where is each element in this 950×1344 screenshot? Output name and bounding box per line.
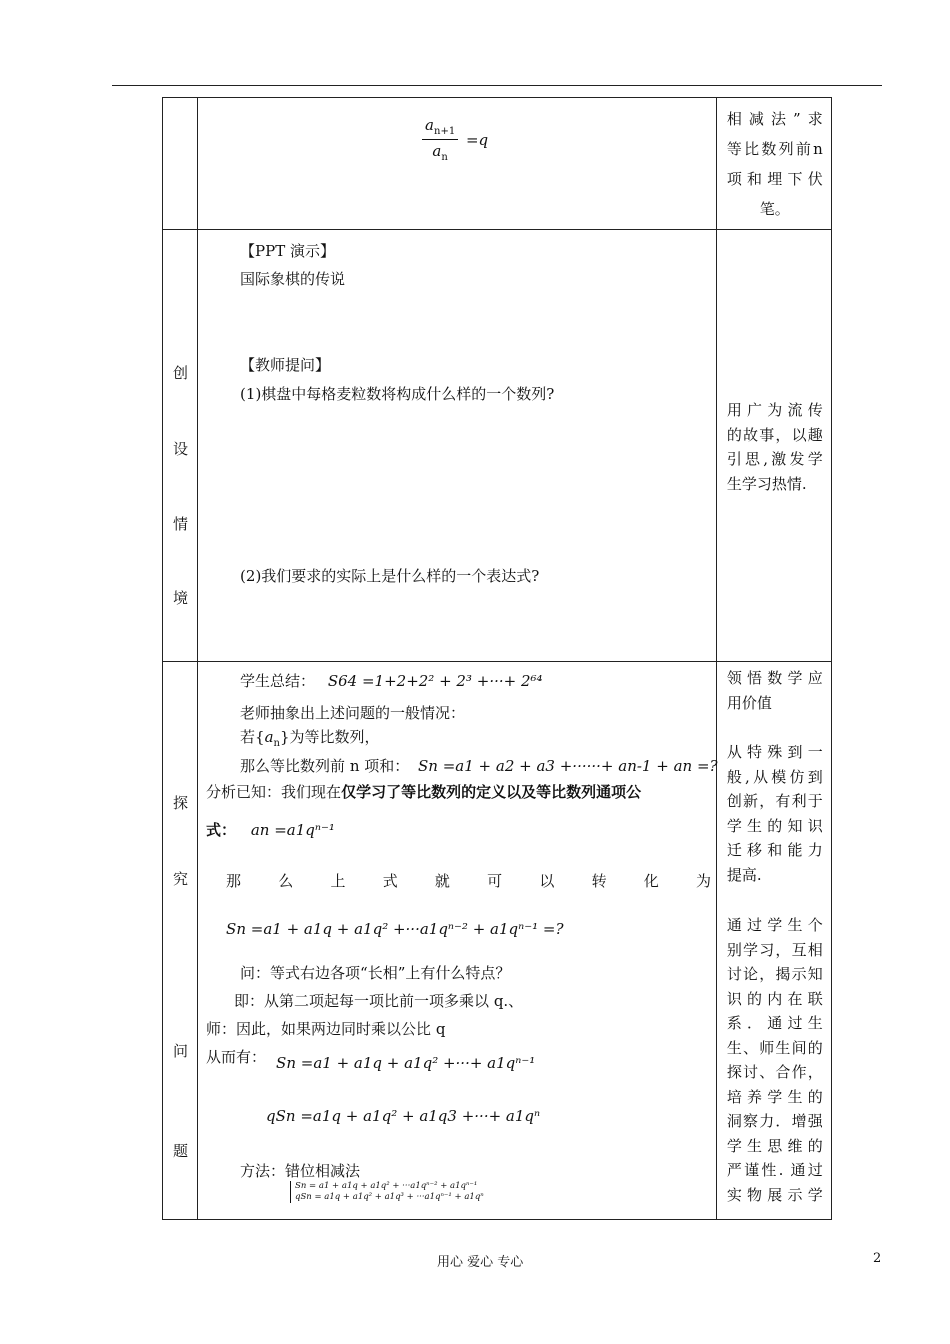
design-intent-cell bbox=[716, 98, 831, 230]
method-label: 方法：错位相减法 bbox=[240, 1162, 361, 1180]
design-intent-text: 用广为流传 的故事，以趣 引思,激发学 生学习热情. bbox=[726, 401, 823, 493]
ppt-label: 【PPT 演示】 bbox=[240, 242, 336, 260]
page-number: 2 bbox=[873, 1251, 882, 1266]
sum-question: 那么等比数列前 n 项和： Sn =a1 + a2 + a3 +······+ an-1 + an =? bbox=[240, 757, 718, 775]
teacher-question-label: 【教师提问】 bbox=[240, 356, 331, 374]
stage-char: 创 bbox=[172, 364, 188, 382]
table-row bbox=[163, 230, 832, 662]
design-intent-cell bbox=[716, 662, 831, 1220]
content-cell bbox=[198, 98, 717, 230]
general-term-formula: an =a1qⁿ⁻¹ bbox=[250, 821, 335, 839]
footer-motto: 用心 爱心 专心 bbox=[437, 1255, 524, 1270]
stage-cell bbox=[163, 98, 198, 230]
teacher-says: 师：因此，如果两边同时乘以公比 q bbox=[206, 1020, 446, 1038]
expanded-sum-formula: Sn =a1 + a1q + a1q² +···a1qⁿ⁻² + a1qⁿ⁻¹ =? bbox=[226, 920, 564, 938]
answer-feature: 即：从第二项起每一项比前一项多乘以 q.、 bbox=[234, 992, 524, 1010]
transform-line: 那 么 上 式 就 可 以 转 化 为 bbox=[226, 872, 712, 890]
question-2: (2)我们要求的实际上是什么样的一个表达式? bbox=[240, 567, 540, 585]
table-row bbox=[163, 662, 832, 1220]
analysis-line-2: 式： an =a1qⁿ⁻¹ bbox=[206, 821, 335, 839]
ratio-formula: $\frac{a_{n+1}}{a_n}$ =q bbox=[422, 116, 488, 163]
student-summary: 学生总结： S64 =1+2+2² + 2³ +···+ 2⁶⁴ bbox=[240, 672, 543, 690]
stage-cell bbox=[163, 662, 198, 1220]
content-cell bbox=[198, 230, 717, 662]
design-intent-cell bbox=[716, 230, 831, 662]
lesson-plan-table bbox=[162, 97, 832, 1220]
ppt-title: 国际象棋的传说 bbox=[240, 270, 346, 288]
equation-2: qSn =a1q + a1q² + a1q3 +···+ a1qⁿ bbox=[266, 1107, 541, 1125]
design-intent-text: 相减法”求 等比数列前n 项和埋下伏 笔。 bbox=[726, 110, 823, 218]
table-row bbox=[163, 98, 832, 230]
question-1: (1)棋盘中每格麦粒数将构成什么样的一个数列? bbox=[240, 385, 555, 403]
stage-char: 情 bbox=[172, 515, 188, 533]
stage-cell bbox=[163, 230, 198, 662]
stage-char: 问 bbox=[172, 1042, 188, 1060]
stage-char: 题 bbox=[172, 1142, 188, 1160]
student-summary-formula: S64 =1+2+2² + 2³ +···+ 2⁶⁴ bbox=[327, 672, 543, 690]
question-feature: 问：等式右边各项“长相”上有什么特点？ bbox=[240, 964, 511, 982]
design-intent-text: 从特殊到一 般,从模仿到 创新，有利于 学生的知识 迁移和能力 提高. bbox=[726, 743, 823, 884]
thus-label: 从而有： bbox=[206, 1048, 267, 1066]
stage-char: 探 bbox=[172, 794, 188, 812]
analysis-line: 分析已知：我们现在仅学习了等比数列的定义以及等比数列通项公 bbox=[206, 783, 642, 801]
stage-char: 究 bbox=[172, 870, 188, 888]
general-case: 老师抽象出上述问题的一般情况： bbox=[240, 704, 466, 722]
design-intent-text: 通过学生个 别学习，互相 讨论，揭示知 识的内在联 系．通过生 生、师生间的 探讨、合作， 培养学生的 洞察力．增强 学生思维的 严谨性. 通过 实物展示学 bbox=[726, 916, 823, 1204]
if-geometric: 若$\{a_n\}$为等比数列， bbox=[240, 728, 380, 749]
brace-system: Sn = a1 + a1q + a1q² + ···a1qⁿ⁻² + a1qⁿ⁻¹ qSn = a1q + a1q² + a1q³ + ···a1qⁿ⁻¹ + a1qⁿ bbox=[290, 1181, 484, 1203]
content-cell bbox=[198, 662, 717, 1220]
equation-1: Sn =a1 + a1q + a1q² +···+ a1qⁿ⁻¹ bbox=[276, 1054, 536, 1072]
header-rule bbox=[112, 85, 882, 86]
stage-char: 境 bbox=[172, 589, 188, 607]
design-intent-text: 领悟数学应 用价值 bbox=[726, 669, 823, 712]
stage-char: 设 bbox=[172, 440, 188, 458]
